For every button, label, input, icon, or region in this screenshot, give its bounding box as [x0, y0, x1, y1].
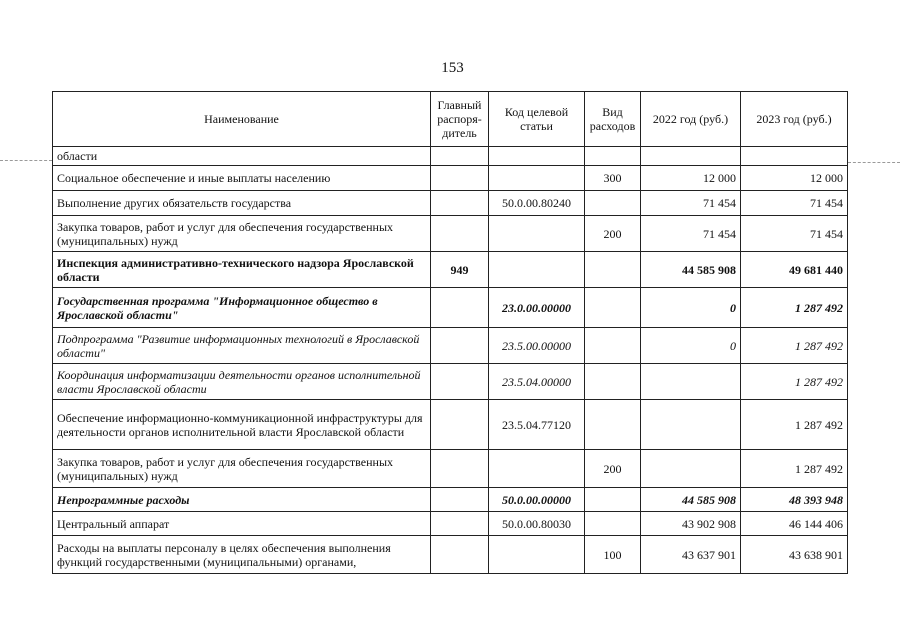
cell-2023: 43 638 901 — [741, 536, 848, 574]
table-row — [53, 450, 848, 488]
cell-code: 23.5.04.77120 — [489, 400, 585, 450]
cell-2023: 1 287 492 — [741, 450, 848, 488]
header-2022: 2022 год (руб.) — [641, 92, 741, 147]
cell-name: Расходы на выплаты персоналу в целях обеспечения выполнения функций государственными (муниципальными) органами, — [53, 536, 431, 574]
cell-2023: 1 287 492 — [741, 400, 848, 450]
cell-expense-type — [585, 147, 641, 166]
header-manager: Главный распоря-дитель — [431, 92, 489, 147]
cell-2022: 71 454 — [641, 216, 741, 252]
scan-artifact-line — [0, 160, 52, 161]
cell-expense-type: 200 — [585, 450, 641, 488]
cell-name: Государственная программа "Информационное общество в Ярославской области" — [53, 288, 431, 328]
table-header-row — [53, 92, 848, 147]
cell-name: Непрограммные расходы — [53, 488, 431, 512]
cell-name: Подпрограмма "Развитие информационных технологий в Ярославской области" — [53, 328, 431, 364]
cell-2023: 49 681 440 — [741, 252, 848, 288]
cell-manager — [431, 364, 489, 400]
table-row — [53, 364, 848, 400]
header-expense-type: Вид расходов — [585, 92, 641, 147]
table-row — [53, 216, 848, 252]
cell-2022: 44 585 908 — [641, 252, 741, 288]
cell-2022 — [641, 364, 741, 400]
cell-manager — [431, 166, 489, 191]
cell-expense-type — [585, 288, 641, 328]
header-2023: 2023 год (руб.) — [741, 92, 848, 147]
table-row — [53, 328, 848, 364]
table-row — [53, 400, 848, 450]
cell-manager — [431, 400, 489, 450]
cell-2022 — [641, 450, 741, 488]
cell-expense-type: 100 — [585, 536, 641, 574]
scan-artifact-line — [848, 162, 900, 163]
cell-code — [489, 450, 585, 488]
header-code: Код целевой статьи — [489, 92, 585, 147]
cell-2023: 71 454 — [741, 191, 848, 216]
cell-expense-type — [585, 328, 641, 364]
cell-expense-type: 200 — [585, 216, 641, 252]
cell-manager — [431, 147, 489, 166]
cell-manager — [431, 512, 489, 536]
table-row — [53, 147, 848, 166]
cell-expense-type — [585, 191, 641, 216]
cell-manager — [431, 450, 489, 488]
cell-name: Центральный аппарат — [53, 512, 431, 536]
cell-name: Выполнение других обязательств государства — [53, 191, 431, 216]
cell-2022: 0 — [641, 288, 741, 328]
cell-2022: 0 — [641, 328, 741, 364]
cell-name: Закупка товаров, работ и услуг для обеспечения государственных (муниципальных) нужд — [53, 450, 431, 488]
cell-name: Закупка товаров, работ и услуг для обеспечения государственных (муниципальных) нужд — [53, 216, 431, 252]
cell-2022: 71 454 — [641, 191, 741, 216]
table-row — [53, 166, 848, 191]
cell-manager — [431, 328, 489, 364]
cell-2022: 12 000 — [641, 166, 741, 191]
cell-2023: 48 393 948 — [741, 488, 848, 512]
cell-name: Обеспечение информационно-коммуникационной инфраструктуры для деятельности органов исполнительной власти Ярославской области — [53, 400, 431, 450]
budget-table — [52, 91, 848, 574]
cell-name: Социальное обеспечение и иные выплаты населению — [53, 166, 431, 191]
table-row — [53, 488, 848, 512]
cell-manager — [431, 216, 489, 252]
page-number: 153 — [441, 60, 464, 76]
cell-expense-type: 300 — [585, 166, 641, 191]
cell-expense-type — [585, 364, 641, 400]
cell-code: 50.0.00.80240 — [489, 191, 585, 216]
cell-2023: 71 454 — [741, 216, 848, 252]
table-row — [53, 288, 848, 328]
table-row — [53, 191, 848, 216]
cell-code — [489, 147, 585, 166]
cell-code: 23.5.00.00000 — [489, 328, 585, 364]
cell-2023 — [741, 147, 848, 166]
cell-2023: 12 000 — [741, 166, 848, 191]
cell-code — [489, 166, 585, 191]
table-row — [53, 512, 848, 536]
cell-name: области — [53, 147, 431, 166]
cell-2023: 1 287 492 — [741, 328, 848, 364]
cell-2023: 46 144 406 — [741, 512, 848, 536]
cell-2023: 1 287 492 — [741, 364, 848, 400]
cell-code: 50.0.00.80030 — [489, 512, 585, 536]
cell-expense-type — [585, 400, 641, 450]
table-row — [53, 252, 848, 288]
cell-code — [489, 252, 585, 288]
cell-code: 23.0.00.00000 — [489, 288, 585, 328]
header-name: Наименование — [53, 92, 431, 147]
cell-2022: 44 585 908 — [641, 488, 741, 512]
cell-expense-type — [585, 512, 641, 536]
cell-manager — [431, 488, 489, 512]
cell-manager — [431, 536, 489, 574]
cell-code — [489, 216, 585, 252]
cell-2023: 1 287 492 — [741, 288, 848, 328]
cell-code: 50.0.00.00000 — [489, 488, 585, 512]
cell-manager — [431, 288, 489, 328]
cell-name: Координация информатизации деятельности органов исполнительной власти Ярославской области — [53, 364, 431, 400]
cell-expense-type — [585, 252, 641, 288]
cell-expense-type — [585, 488, 641, 512]
cell-name: Инспекция административно-технического надзора Ярославской области — [53, 252, 431, 288]
cell-manager: 949 — [431, 252, 489, 288]
cell-2022: 43 902 908 — [641, 512, 741, 536]
cell-2022: 43 637 901 — [641, 536, 741, 574]
cell-manager — [431, 191, 489, 216]
table-row — [53, 536, 848, 574]
cell-2022 — [641, 147, 741, 166]
cell-code: 23.5.04.00000 — [489, 364, 585, 400]
cell-code — [489, 536, 585, 574]
cell-2022 — [641, 400, 741, 450]
